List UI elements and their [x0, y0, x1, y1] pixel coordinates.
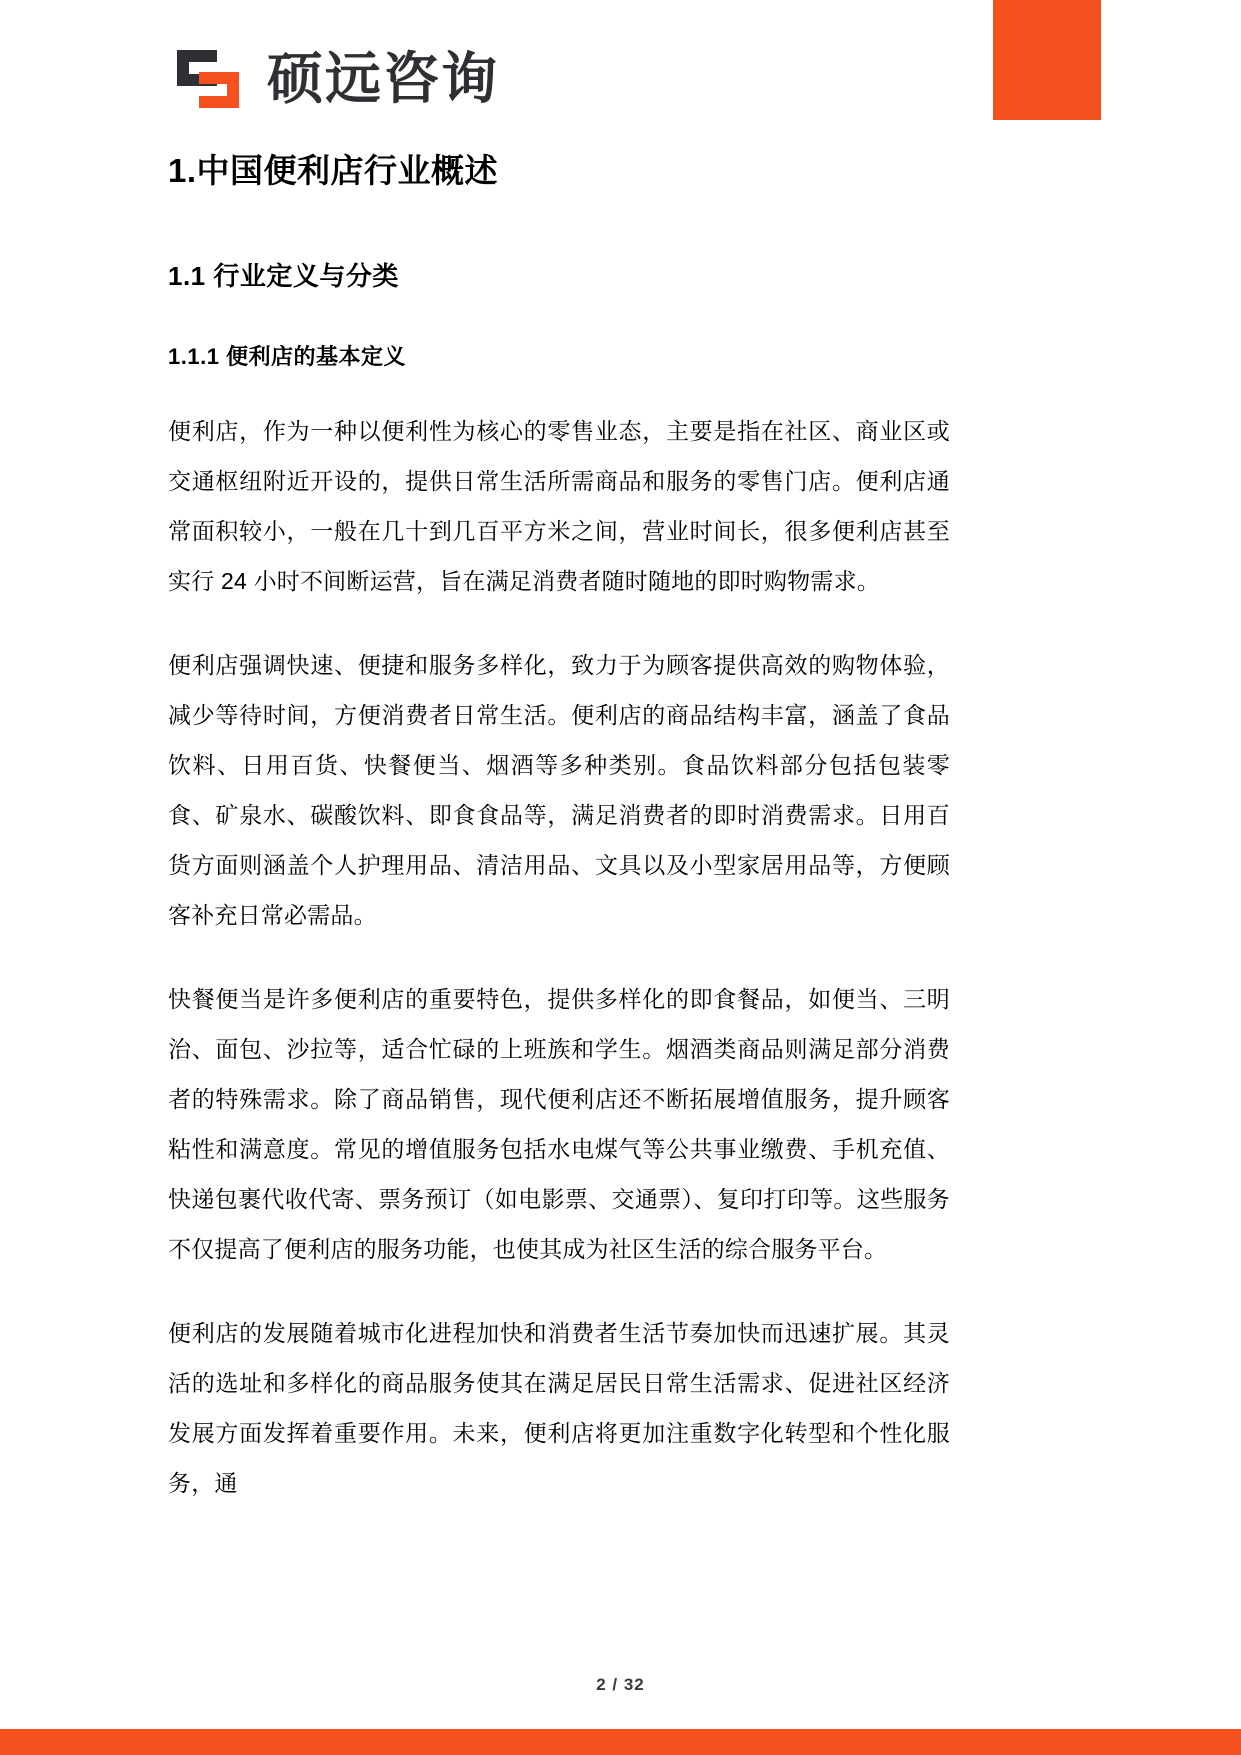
bottom-accent-bar — [0, 1729, 1241, 1755]
body-paragraph: 便利店，作为一种以便利性为核心的零售业态，主要是指在社区、商业区或交通枢纽附近开设的，提供日常生活所需商品和服务的零售门店。便利店通常面积较小，一般在几十到几百平方米之间，营业时间长，很多便利店甚至实行 24 小时不间断运营，旨在满足消费者随时随地的即时购物需求。 — [168, 417, 950, 594]
page-footer — [0, 1675, 1241, 1695]
body-paragraph: 便利店强调快速、便捷和服务多样化，致力于为顾客提供高效的购物体验，减少等待时间，方便消费者日常生活。便利店的商品结构丰富，涵盖了食品饮料、日用百货、快餐便当、烟酒等多种类别。食品饮料部分包括包装零食、矿泉水、碳酸饮料、即食食品等，满足消费者的即时消费需求。日用百货方面则涵盖个人护理用品、清洁用品、文具以及小型家居用品等，方便顾客补充日常必需品。 — [168, 651, 950, 928]
body-paragraph: 便利店的发展随着城市化进程加快和消费者生活节奏加快而迅速扩展。其灵活的选址和多样化的商品服务使其在满足居民日常生活需求、促进社区经济发展方面发挥着重要作用。未来，便利店将更加注重数字化转型和个性化服务，通 — [168, 1319, 950, 1496]
brand-name: 硕远咨询 — [267, 47, 499, 110]
page-number: 2 / 32 — [596, 1675, 645, 1694]
document-header — [175, 48, 499, 110]
heading-level-1: 1.中国便利店行业概述 — [168, 152, 499, 189]
heading-level-3: 1.1.1 便利店的基本定义 — [168, 343, 407, 369]
body-paragraph: 快餐便当是许多便利店的重要特色，提供多样化的即食餐品，如便当、三明治、面包、沙拉等，适合忙碌的上班族和学生。烟酒类商品则满足部分消费者的特殊需求。除了商品销售，现代便利店还不断拓展增值服务，提升顾客粘性和满意度。常见的增值服务包括水电煤气等公共事业缴费、手机充值、快递包裹代收代寄、票务预订（如电影票、交通票）、复印打印等。这些服务不仅提高了便利店的服务功能，也使其成为社区生活的综合服务平台。 — [168, 985, 950, 1262]
heading-level-2: 1.1 行业定义与分类 — [168, 260, 399, 291]
document-body — [168, 150, 950, 1508]
top-right-accent-block — [993, 0, 1101, 120]
shuoyuan-s-monogram-icon — [175, 48, 241, 110]
